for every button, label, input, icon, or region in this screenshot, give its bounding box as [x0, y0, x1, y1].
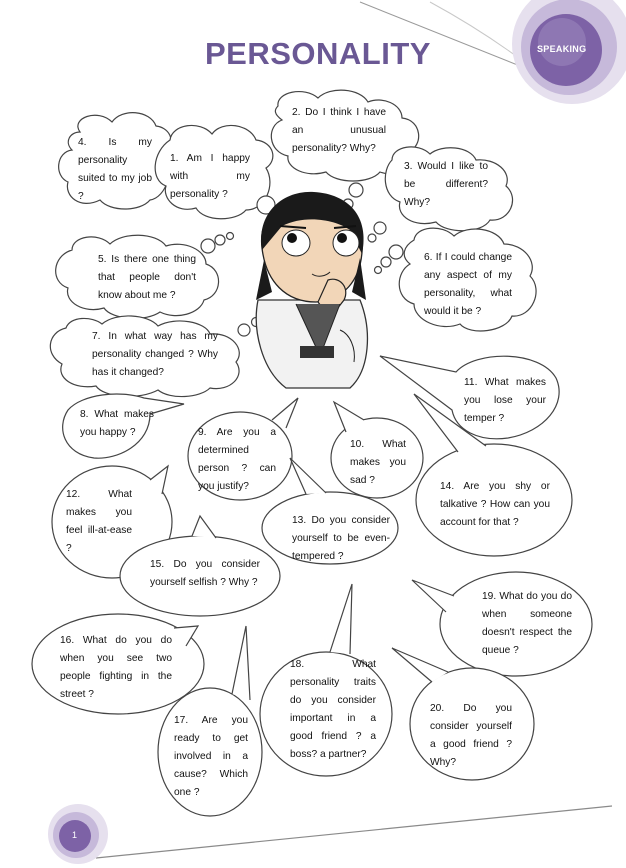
question-7: 7. In what way has my personality changed ? Why has it changed? [92, 331, 218, 378]
page-number-badge [48, 804, 108, 864]
question-14: 14. Are you shy or talkative ? How can you account for that ? [440, 481, 550, 528]
question-6: 6. If I could change any aspect of my personality, what would it be ? [424, 252, 512, 317]
question-15: 15. Do you consider yourself selfish ? Why ? [150, 559, 260, 588]
question-17: 17. Are you ready to get involved in a cause? Which one ? [174, 715, 248, 798]
question-9: 9. Are you a determined person ? can you justify? [198, 427, 276, 492]
speaking-badge-label: SPEAKING [537, 44, 587, 54]
thinking-character-illustration [256, 192, 367, 388]
question-2: 2. Do I think I have an unusual personality? Why? [292, 107, 386, 154]
page-number: 1 [72, 830, 78, 840]
question-19: 19. What do you do when someone doesn't respect the queue ? [482, 591, 572, 656]
question-4: 4. Is my personality suited to my job ? [78, 137, 152, 202]
question-5: 5. Is there one thing that people don't know about me ? [98, 254, 196, 301]
question-12: 12. What makes you feel ill-at-ease ? [66, 489, 132, 554]
question-8: 8. What makes you happy ? [80, 409, 154, 438]
question-18: 18. What personality traits do you consider important in a good friend ? a boss? a partner? [290, 659, 376, 760]
question-13: 13. Do you consider yourself to be even-tempered ? [292, 515, 390, 562]
page-title: PERSONALITY [205, 36, 431, 71]
question-11: 11. What makes you lose your temper ? [464, 377, 546, 424]
question-3: 3. Would I like to be different? Why? [404, 161, 488, 208]
question-20: 20. Do you consider yourself a good friend ? Why? [430, 703, 512, 768]
question-16: 16. What do you do when you see two people fighting in the street ? [60, 635, 172, 700]
question-1: 1. Am I happy with my personality ? [170, 153, 250, 200]
question-10: 10. What makes you sad ? [350, 439, 406, 486]
